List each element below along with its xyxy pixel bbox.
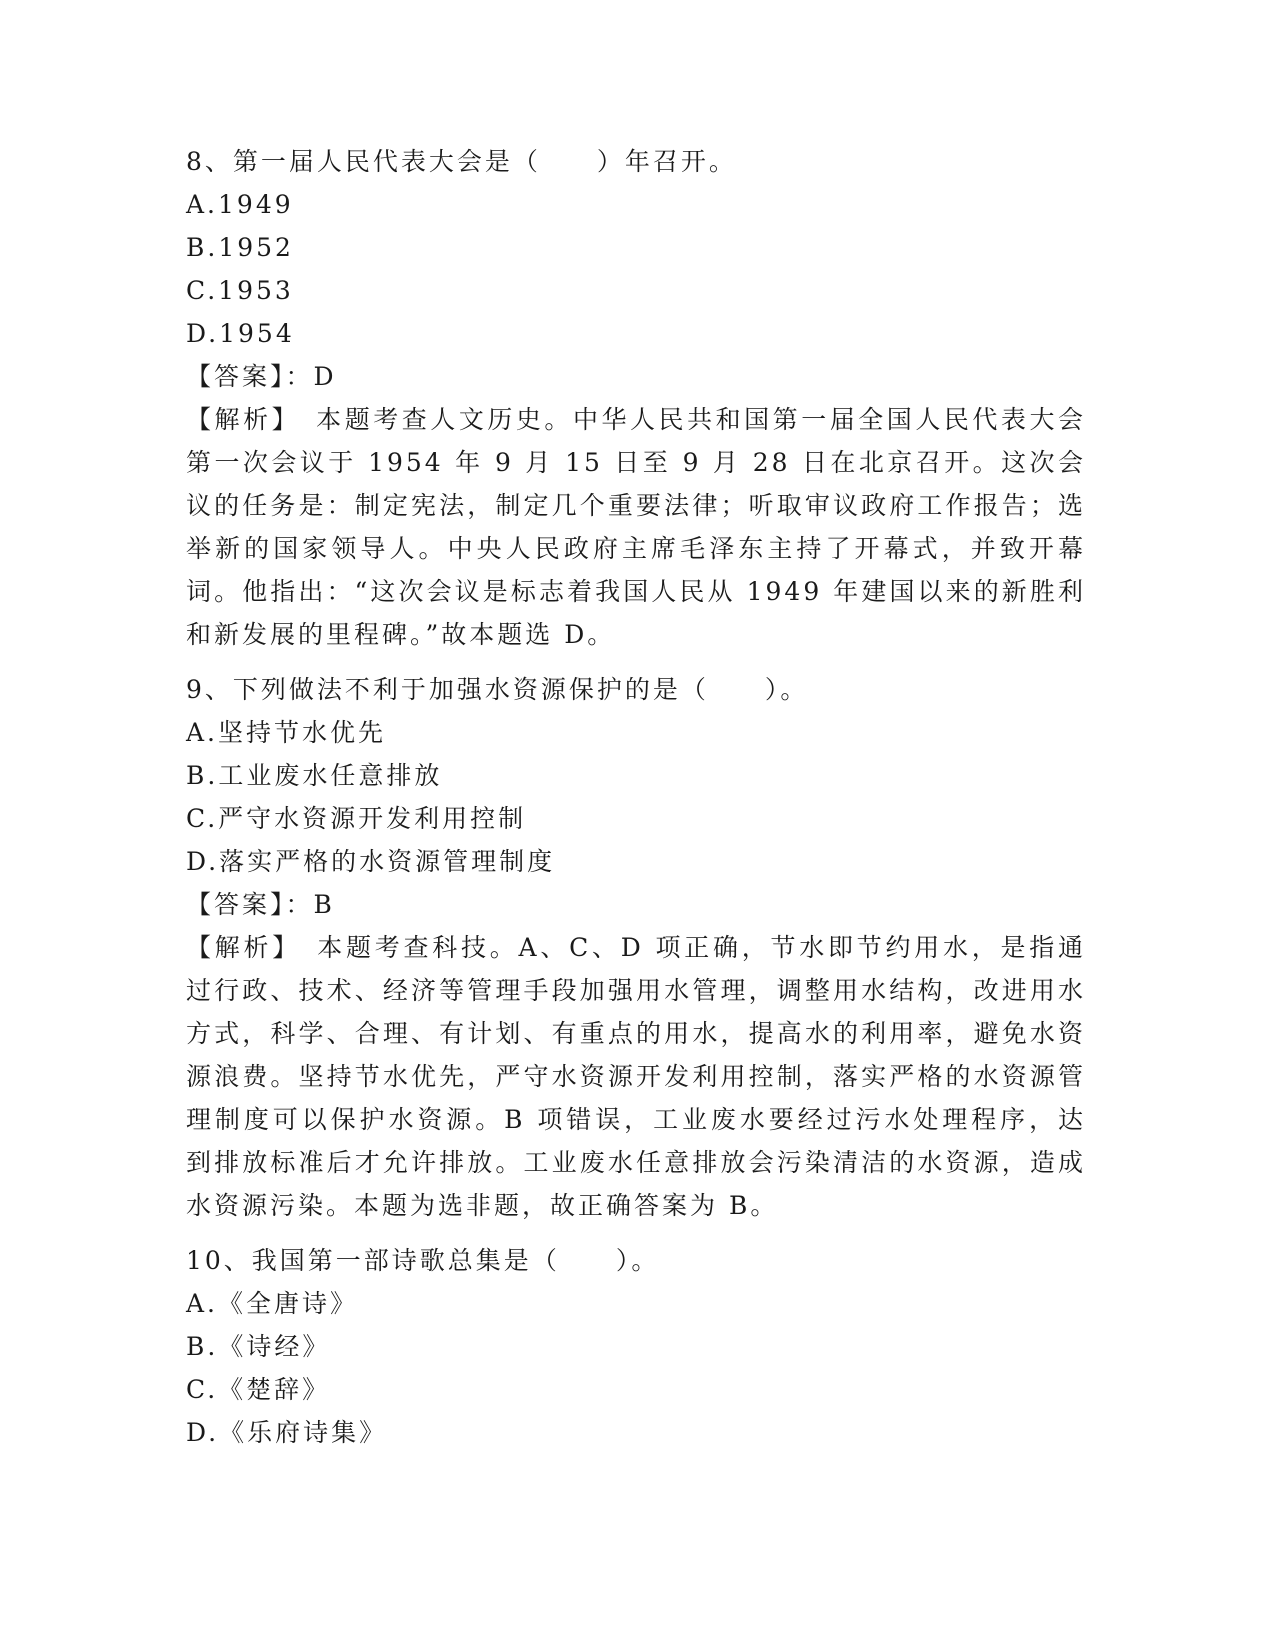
question-stem: 10、我国第一部诗歌总集是（ ）。 (186, 1246, 660, 1275)
question-block (186, 140, 1086, 656)
question-stem: 8、第一届人民代表大会是（ ）年召开。 (186, 147, 737, 176)
option-b: B.工业废水任意排放 (186, 761, 443, 790)
analysis-paragraph: 【解析】 本题考查科技。A、C、D 项正确，节水即节约用水，是指通过行政、技术、经济等管理手段加强用水管理，调整用水结构，改进用水方式，科学、合理、有计划、有重点的用水，提高水的利用率，避免水资源浪费。坚持节水优先，严守水资源开发利用控制，落实严格的水资源管理制度可以保护水资源。B 项错误，工业废水要经过污水处理程序，达到排放标准后才允许排放。工业废水任意排放会污染清洁的水资源，造成水资源污染。本题为选非题，故正确答案为 B。 (186, 933, 1086, 1220)
question-block (186, 1239, 1086, 1454)
option-a: A.《全唐诗》 (186, 1289, 359, 1318)
question-stem: 9、下列做法不利于加强水资源保护的是（ ）。 (186, 675, 809, 704)
option-d: D.落实严格的水资源管理制度 (186, 847, 556, 876)
analysis-paragraph: 【解析】 本题考查人文历史。中华人民共和国第一届全国人民代表大会第一次会议于 1954 年 9 月 15 日至 9 月 28 日在北京召开。这次会议的任务是：制定宪法，制定几个重要法律；听取审议政府工作报告；选举新的国家领导人。中央人民政府主席毛泽东主持了开幕式，并致开幕词。他指出：“这次会议是标志着我国人民从 1949 年建国以来的新胜利和新发展的里程碑。”故本题选 D。 (186, 405, 1086, 649)
option-d: D.1954 (186, 319, 295, 348)
option-a: A.坚持节水优先 (186, 718, 387, 747)
answer-line: 【答案】：D (186, 362, 337, 391)
option-b: B.《诗经》 (186, 1332, 331, 1361)
option-c: C.严守水资源开发利用控制 (186, 804, 527, 833)
option-d: D.《乐府诗集》 (186, 1418, 388, 1447)
option-b: B.1952 (186, 233, 294, 262)
option-c: C.1953 (186, 276, 294, 305)
option-a: A.1949 (186, 190, 294, 219)
question-block (186, 668, 1086, 1227)
document-page (186, 140, 1086, 1454)
option-c: C.《楚辞》 (186, 1375, 331, 1404)
answer-line: 【答案】：B (186, 890, 335, 919)
